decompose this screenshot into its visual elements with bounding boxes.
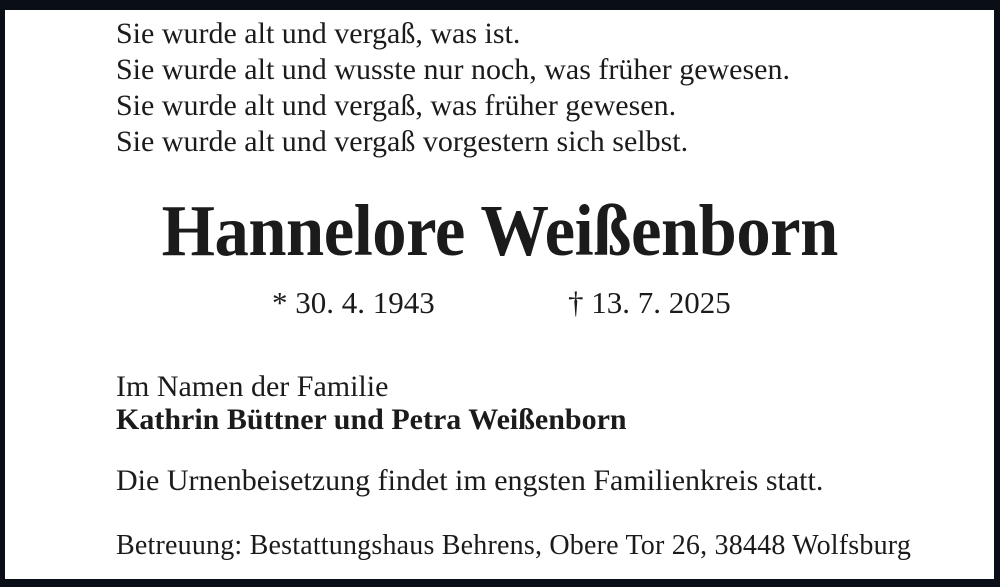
death-date: † 13. 7. 2025 [568,285,731,320]
birth-date: * 30. 4. 1943 [272,285,435,320]
poem-line: Sie wurde alt und vergaß, was früher gewesen. [116,89,677,122]
poem-line: Sie wurde alt und vergaß, was ist. [116,17,521,50]
family-names: Kathrin Büttner und Petra Weißenborn [116,403,627,436]
memorial-poem [116,16,790,160]
funeral-home-line: Betreuung: Bestattungshaus Behrens, Obere Tor 26, 38448 Wolfsburg [116,530,912,561]
poem-line: Sie wurde alt und wusste nur noch, was früher gewesen. [116,53,790,86]
deceased-name-text: Hannelore Weißenborn [161,190,838,271]
burial-notice: Die Urnenbeisetzung findet im engsten Familienkreis statt. [116,464,824,497]
deceased-name [5,187,994,275]
family-intro: Im Namen der Familie [116,370,389,403]
poem-line: Sie wurde alt und vergaß vorgestern sich selbst. [116,125,689,158]
